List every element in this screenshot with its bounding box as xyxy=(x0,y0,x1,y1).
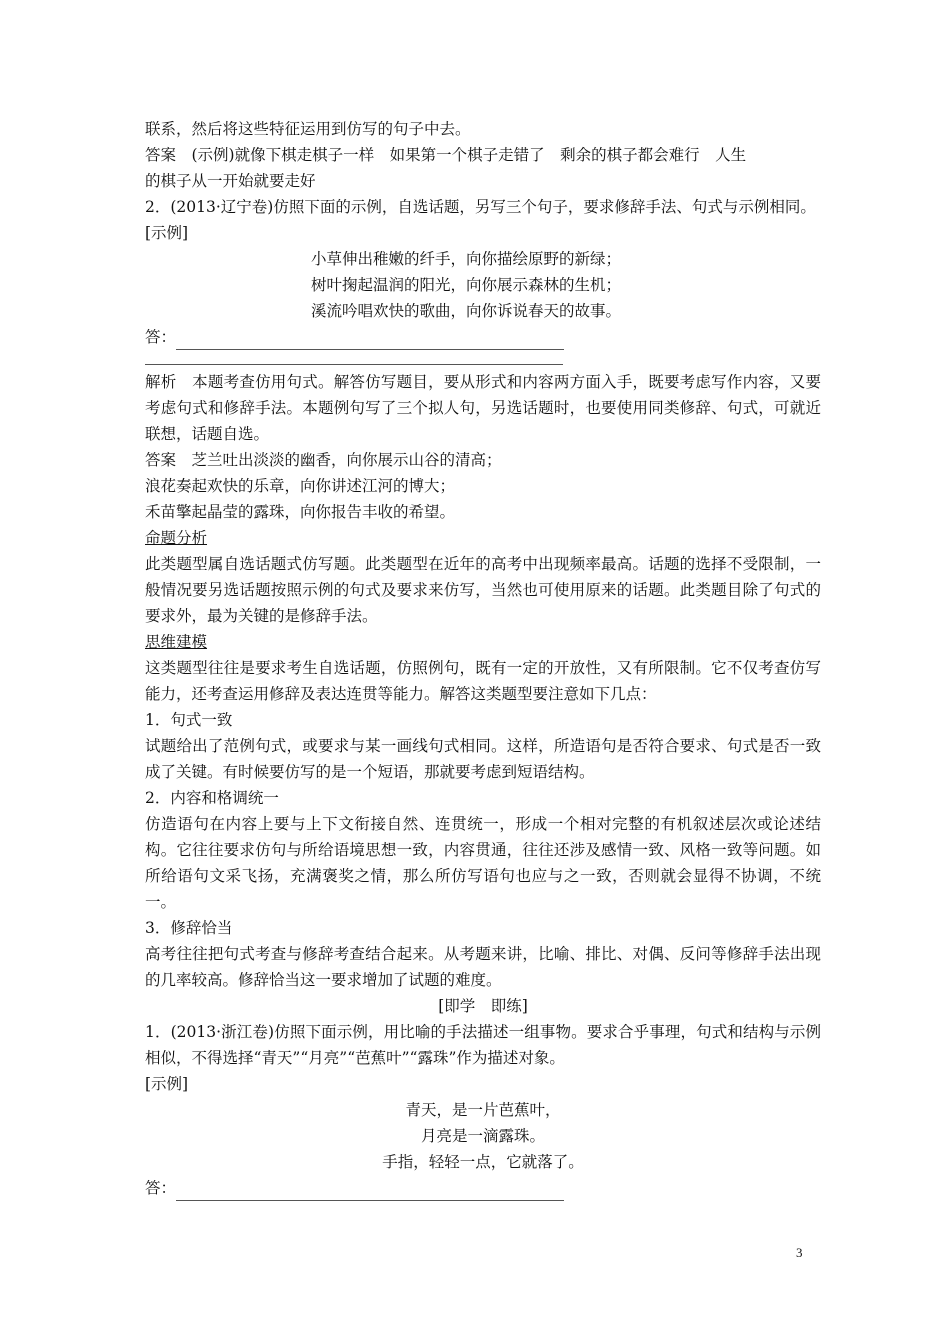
poem-line: 手指，轻轻一点，它就落了。 xyxy=(382,1153,584,1171)
point-2-title: 2．内容和格调统一 xyxy=(145,789,279,807)
document-page xyxy=(145,116,821,1201)
answer-2-line-3: 禾苗擎起晶莹的露珠，向你报告丰收的希望。 xyxy=(145,503,456,521)
answer-prefix: 答： xyxy=(145,1179,177,1197)
answer-2-line-2: 浪花奏起欢快的乐章，向你讲述江河的博大； xyxy=(145,477,456,495)
answer-blank-row xyxy=(145,324,821,350)
answer-2-line-1: 答案 芝兰吐出淡淡的幽香，向你展示山谷的清高； xyxy=(145,451,502,469)
question-1: 1．(2013·浙江卷)仿照下面示例，用比喻的手法描述一组事物。要求合乎事理，句式和结构与示例相似，不得选择“青天”“月亮”“芭蕉叶”“露珠”作为描述对象。 xyxy=(145,1023,821,1067)
answer-blank-row-2 xyxy=(145,1175,821,1201)
answer-prefix: 答： xyxy=(145,328,177,346)
section-title-mingti: 命题分析 xyxy=(145,529,208,547)
poem-line: 青天，是一片芭蕉叶， xyxy=(405,1101,561,1119)
page-number: 3 xyxy=(796,1245,803,1260)
poem-line: 小草伸出稚嫩的纤手，向你描绘原野的新绿； xyxy=(311,250,622,268)
answer-blank[interactable] xyxy=(176,333,564,350)
practice-heading: [即学 即练] xyxy=(438,997,528,1015)
example-poem-2 xyxy=(145,1097,821,1175)
answer-line: 答案 (示例)就像下棋走棋子一样 如果第一个棋子走错了 剩余的棋子都会难行 人生 xyxy=(145,146,747,164)
point-1-title: 1．句式一致 xyxy=(145,711,233,729)
question-2: 2．(2013·辽宁卷)仿照下面的示例，自选话题，另写三个句子，要求修辞手法、句式与示例相同。 xyxy=(145,198,816,216)
example-poem-1 xyxy=(145,246,821,324)
point-3-body: 高考往往把句式考查与修辞考查结合起来。从考题来讲，比喻、排比、对偶、反问等修辞手法出现的几率较高。修辞恰当这一要求增加了试题的难度。 xyxy=(145,945,821,989)
example-label: [示例] xyxy=(145,224,189,242)
poem-line: 树叶掬起温润的阳光，向你展示森林的生机； xyxy=(311,276,622,294)
answer-blank[interactable] xyxy=(176,1184,564,1201)
poem-line: 月亮是一滴露珠。 xyxy=(420,1127,545,1145)
point-2-body: 仿造语句在内容上要与上下文衔接自然、连贯统一，形成一个相对完整的有机叙述层次或论述结构。它往往要求仿句与所给语境思想一致，内容贯通，往往还涉及感情一致、风格一致等问题。如所给语句文采飞扬，充满褒奖之情，那么所仿写语句也应与之一致，否则就会显得不协调，不统一。 xyxy=(145,815,821,911)
answer-line-cont: 的棋子从一开始就要走好 xyxy=(145,172,316,190)
text-line: 联系，然后将这些特征运用到仿写的句子中去。 xyxy=(145,120,471,138)
point-1-body: 试题给出了范例句式，或要求与某一画线句式相同。这样，所造语句是否符合要求、句式是否一致成了关键。有时候要仿写的是一个短语，那就要考虑到短语结构。 xyxy=(145,737,821,781)
poem-line: 溪流吟唱欢快的歌曲，向你诉说春天的故事。 xyxy=(311,302,622,320)
mingti-paragraph: 此类题型属自选话题式仿写题。此类题型在近年的高考中出现频率最高。话题的选择不受限制，一般情况要另选话题按照示例的句式及要求来仿写，当然也可使用原来的话题。此类题目除了句式的要求外，最为关键的是修辞手法。 xyxy=(145,555,821,625)
point-3-title: 3．修辞恰当 xyxy=(145,919,233,937)
example-label-2: [示例] xyxy=(145,1075,189,1093)
siwei-paragraph: 这类题型往往是要求考生自选话题，仿照例句，既有一定的开放性，又有所限制。它不仅考查仿写能力，还考查运用修辞及表达连贯等能力。解答这类题型要注意如下几点： xyxy=(145,659,821,703)
answer-blank-2[interactable] xyxy=(145,350,563,365)
section-title-siwei: 思维建模 xyxy=(145,633,208,651)
analysis-paragraph: 解析 本题考查仿用句式。解答仿写题目，要从形式和内容两方面入手，既要考虑写作内容，又要考虑句式和修辞手法。本题例句写了三个拟人句，另选话题时，也要使用同类修辞、句式，可就近联想，话题自选。 xyxy=(145,373,821,443)
